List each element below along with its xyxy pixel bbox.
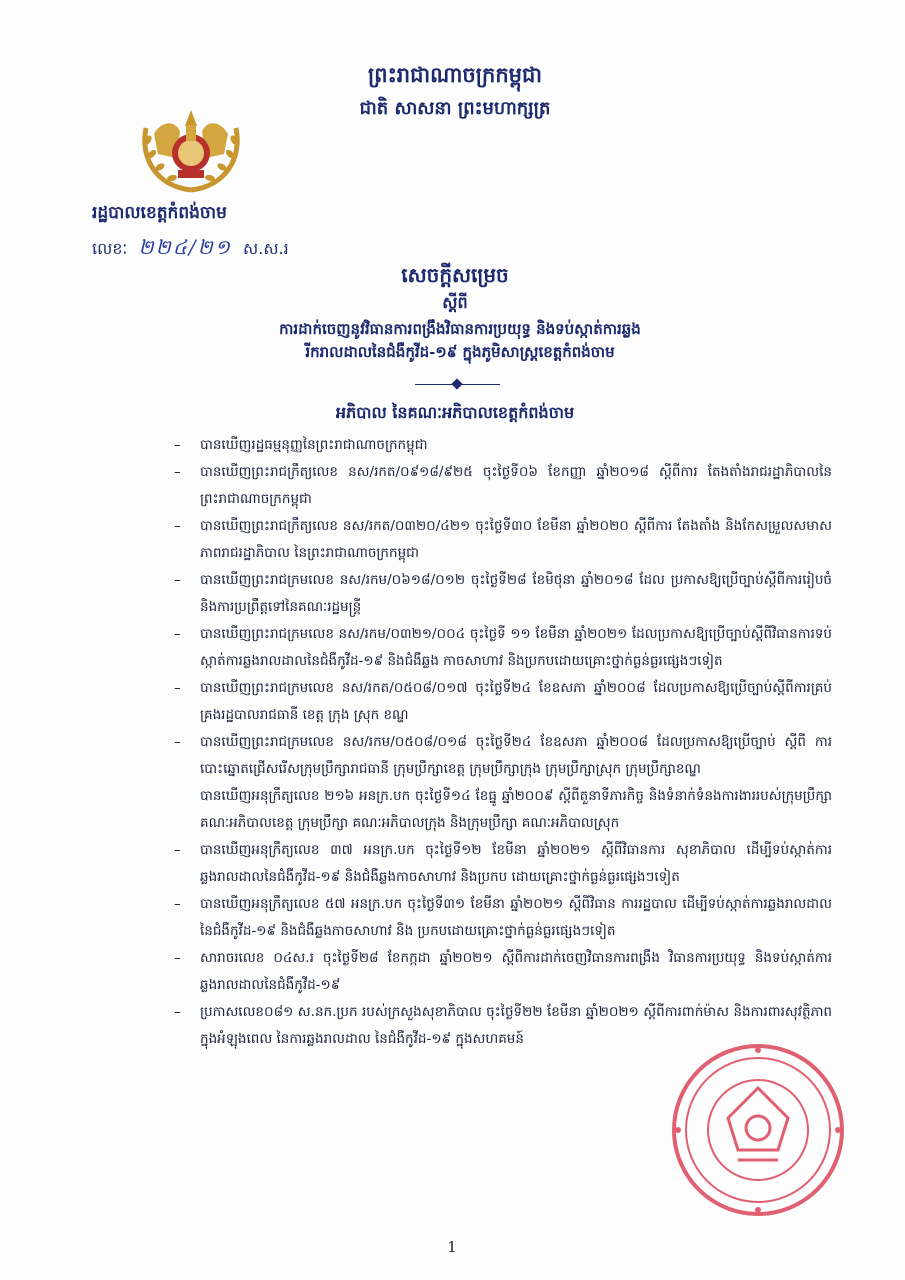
provincial-emblem-icon (136, 98, 246, 198)
reference-number (92, 234, 289, 264)
governor-heading: អភិបាល នៃគណៈអភិបាលខេត្តកំពង់ចាម (335, 403, 575, 422)
page-number: 1 (447, 1238, 457, 1256)
list-item: – បានឃើញព្រះរាជក្រមលេខ នស/រកម/០៦១៨/០១២ ចុះថ្ងៃទី២៨ ខែមិថុនា ឆ្នាំ២០១៨ ដែល ប្រកាសឱ្យប្រើច្បាប់ស្តីពីការរៀបចំ និងការប្រព្រឹត្តទៅនៃគណៈរដ្ឋមន្ត្រី (172, 567, 832, 621)
list-item: – សារាចរលេខ ០៤ស.រ ចុះថ្ងៃទី២៨ ខែកក្កដា ឆ្នាំ២០២១ ស្តីពីការដាក់ចេញវិធានការពង្រឹង វិធានការប្រយុទ្ធ និងទប់ស្កាត់ការឆ្លងរាលដាលនៃជំងឺកូវីដ-១៩ (172, 945, 832, 999)
list-item: – បានឃើញព្រះរាជក្រមលេខ នស/រកត/០៥០៨/០១៧ ចុះថ្ងៃទី២៤ ខែឧសភា ឆ្នាំ២០០៨ ដែលប្រកាសឱ្យប្រើច្បាប់ស្តីពីការគ្រប់គ្រងរដ្ឋបាលរាជធានី ខេត្ត ក្រុង ស្រុក ខណ្ឌ (172, 675, 832, 729)
decision-title: សេចក្ដីសម្រេច (401, 263, 509, 287)
reference-handwritten: ២២៤/២១ (138, 235, 232, 259)
kingdom-heading: ព្រះរាជាណាចក្រកម្ពុជា (367, 62, 542, 87)
list-item: បានឃើញអនុក្រឹត្យលេខ ២១៦ អនក្រ.បក ចុះថ្ងៃទី១៤ ខែធ្នូ ឆ្នាំ២០០៩ ស្តីពីតួនាទីភារកិច្ច និងទំនាក់ទំនងការងាររបស់ក្រុមប្រឹក្សា គណៈអភិបាលខេត្ត ក្រុមប្រឹក្សា គណៈអភិបាលក្រុង និងក្រុមប្រឹក្សា គណៈអភិបាលស្រុក (200, 788, 832, 831)
ornamental-divider (415, 384, 500, 385)
issuing-authority: រដ្ឋបាលខេត្តកំពង់ចាម (92, 203, 227, 223)
list-item: – បានឃើញព្រះរាជក្រមលេខ នស/រកម/០៥០៨/០១៨ ចុះថ្ងៃទី២៤ ខែឧសភា ឆ្នាំ២០០៨ ដែលប្រកាសឱ្យប្រើច្បាប់ ស្តីពី ការបោះឆ្នោតជ្រើសរើសក្រុមប្រឹក្សារាជធានី ក្រុមប្រឹក្សាខេត្ត ក្រុមប្រឹក្សាក្រុង ក្រុមប្រឹក្សាស្រុក ក្រុមប្រឹក្សាខណ្ឌ (172, 729, 832, 783)
reference-suffix: ស.ស.រ (243, 239, 289, 258)
subject-line: ការដាក់ចេញនូវវិធានការពង្រឹងវិធានការប្រយុទ្ធ និងទប់ស្កាត់ការឆ្លង (279, 320, 641, 338)
official-seal-icon (668, 1040, 848, 1220)
list-item: – បានឃើញព្រះរាជក្រឹត្យលេខ នស/រកត/០៩១៨/៩២៥ ចុះថ្ងៃទី០៦ ខែកញ្ញា ឆ្នាំ២០១៨ ស្តីពីការ តែងតាំងរាជរដ្ឋាភិបាលនៃព្រះរាជាណាចក្រកម្ពុជា (172, 459, 832, 513)
list-item: – បានឃើញព្រះរាជក្រមលេខ នស/រកម/០៣២១/០០៤ ចុះថ្ងៃទី ១១ ខែមីនា ឆ្នាំ២០២១ ដែលប្រកាសឱ្យប្រើច្បាប់ស្តីពីវិធានការទប់ស្កាត់ការឆ្លងរាលដាលនៃជំងឺកូវីដ-១៩ និងជំងឺឆ្លង កាចសាហាវ និងប្រកបដោយគ្រោះថ្នាក់ធ្ងន់ធ្ងរផ្សេងៗទៀត (172, 621, 832, 675)
list-item: – ប្រកាសលេខ០៨១ ស.នក.ប្រក របស់ក្រសួងសុខាភិបាល ចុះថ្ងៃទី២២ ខែមីនា ឆ្នាំ២០២១ ស្តីពីការពាក់ម៉ាស និងការពារសុវត្ថិភាពក្នុងអំឡុងពេល នៃការឆ្លងរាលដាល នៃជំងឺកូវីដ-១៩ ក្នុងសហគមន៍ (172, 999, 832, 1053)
subject-line: រីករាលដាលនៃជំងឺកូវីដ-១៩ ក្នុងភូមិសាស្ត្រខេត្តកំពង់ចាម (305, 343, 615, 361)
reference-label: លេខៈ (92, 239, 128, 258)
list-item: – បានឃើញរដ្ឋធម្មនុញ្ញនៃព្រះរាជាណាចក្រកម្ពុជា (172, 432, 832, 459)
list-item: – បានឃើញព្រះរាជក្រឹត្យលេខ នស/រកត/០៣២០/៤២១ ចុះថ្ងៃទី៣០ ខែមីនា ឆ្នាំ២០២០ ស្តីពីការ តែងតាំង និងកែសម្រួលសមាសភាពរាជរដ្ឋាភិបាល នៃព្រះរាជាណាចក្រកម្ពុជា (172, 513, 832, 567)
legal-references-list (172, 432, 832, 1053)
decision-subject (140, 318, 780, 364)
list-item: – បានឃើញអនុក្រឹត្យលេខ ៣៧ អនក្រ.បក ចុះថ្ងៃទី១២ ខែមីនា ឆ្នាំ២០២១ ស្តីពីវិធានការ សុខាភិបាល ដើម្បីទប់ស្កាត់ការឆ្លងរាលដាលនៃជំងឺកូវីដ-១៩ និងជំងឺឆ្លងកាចសាហាវ និងប្រកប ដោយគ្រោះថ្នាក់ធ្ងន់ធ្ងរផ្សេងៗទៀត (172, 837, 832, 891)
decision-about: ស្ដីពី (442, 293, 468, 312)
list-item: – បានឃើញអនុក្រឹត្យលេខ ៥៧ អនក្រ.បក ចុះថ្ងៃទី៣១ ខែមីនា ឆ្នាំ២០២១ ស្តីពីវិធាន ការរដ្ឋបាល ដើម្បីទប់ស្កាត់ការឆ្លងរាលដាលនៃជំងឺកូវីដ-១៩ និងជំងឺឆ្លងកាចសាហាវ និង ប្រកបដោយគ្រោះថ្នាក់ធ្ងន់ធ្ងរផ្សេងៗទៀត (172, 891, 832, 945)
national-motto: ជាតិ សាសនា ព្រះមហាក្សត្រ (359, 98, 551, 119)
